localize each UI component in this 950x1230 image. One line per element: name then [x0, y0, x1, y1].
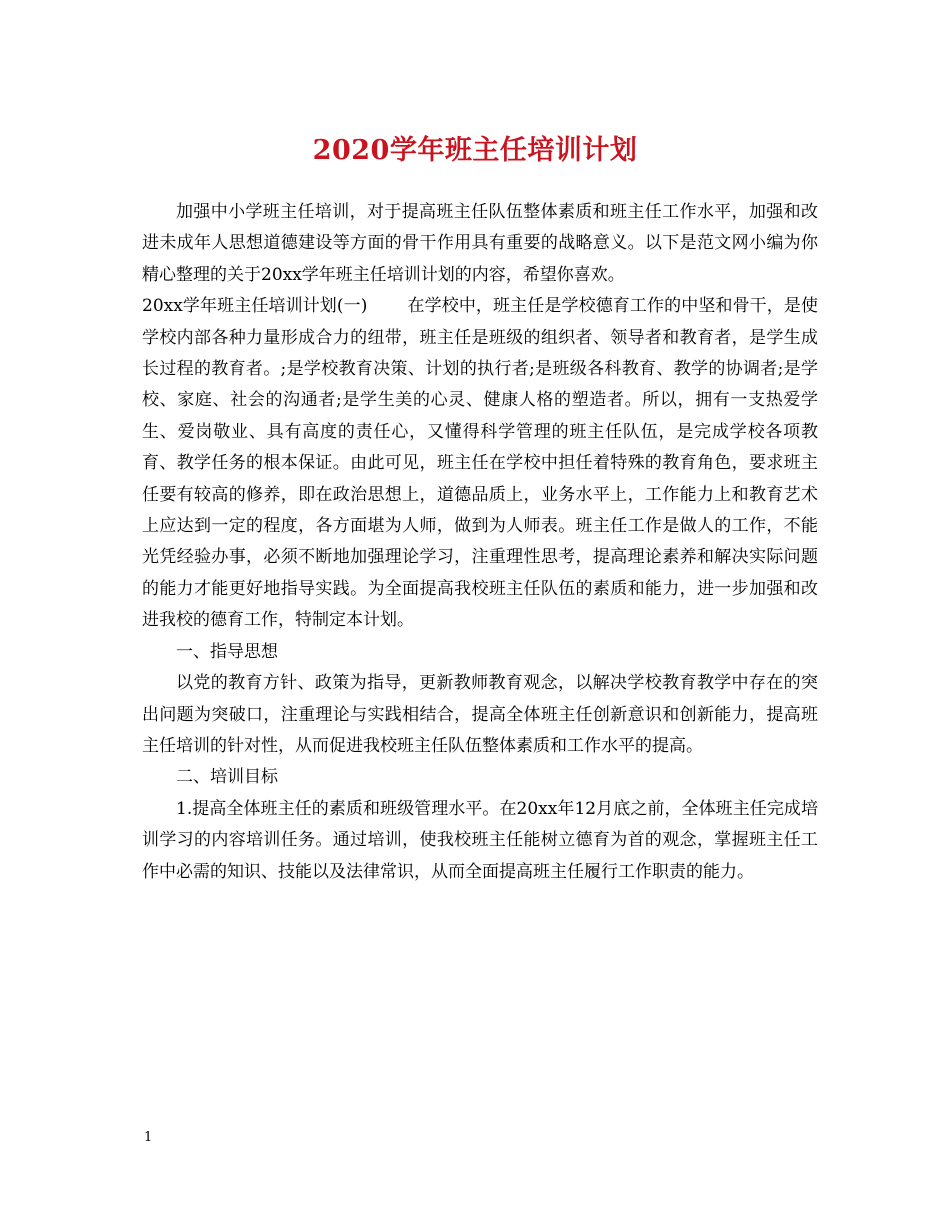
document-body: [142, 197, 818, 888]
guiding-paragraph: 以党的教育方针、政策为指导，更新教师教育观念，以解决学校教育教学中存在的突出问题为突破口，注重理论与实践相结合，提高全体班主任创新意识和创新能力，提高班主任培训的针对性，从而促进我校班主任队伍整体素质和工作水平的提高。: [142, 673, 818, 756]
heading-training-goals: 二、培训目标: [176, 767, 278, 788]
intro-paragraph: 加强中小学班主任培训，对于提高班主任队伍整体素质和班主任工作水平，加强和改进未成年人思想道德建设等方面的骨干作用具有重要的战略意义。以下是范文网小编为你精心整理的关于20xx学年班主任培训计划的内容，希望你喜欢。: [142, 202, 818, 285]
page-number: 1: [144, 1130, 153, 1145]
document-title: 2020学年班主任培训计划: [312, 135, 638, 166]
heading-guiding-ideology: 一、指导思想: [176, 641, 278, 662]
section-body-text: 在学校中，班主任是学校德育工作的中坚和骨干，是使学校内部各种力量形成合力的纽带，班主任是班级的组织者、领导者和教育者，是学生成长过程的教育者。;是学校教育决策、计划的执行者;是班级各科教育、教学的协调者;是学校、家庭、社会的沟通者;是学生美的心灵、健康人格的塑造者。所以，拥有一支热爱学生、爱岗敬业、具有高度的责任心，又懂得科学管理的班主任队伍，是完成学校各项教育、教学任务的根本保证。由此可见，班主任在学校中担任着特殊的教育角色，要求班主任要有较高的修养，即在政治思想上，道德品质上，业务水平上，工作能力上和教育艺术上应达到一定的程度，各方面堪为人师，做到为人师表。班主任工作是做人的工作，不能光凭经验办事，必须不断地加强理论学习，注重理性思考，提高理论素养和解决实际问题的能力才能更好地指导实践。为全面提高我校班主任队伍的素质和能力，进一步加强和改进我校的德育工作，特制定本计划。: [142, 296, 819, 631]
section-paragraph: [142, 291, 818, 636]
goal-paragraph-1: 1.提高全体班主任的素质和班级管理水平。在20xx年12月底之前，全体班主任完成培训学习的内容培训任务。通过培训，使我校班主任能树立德育为首的观念，掌握班主任工作中必需的知识、技能以及法律常识，从而全面提高班主任履行工作职责的能力。: [142, 798, 818, 882]
section-heading-inline: 20xx学年班主任培训计划(一): [142, 296, 368, 317]
